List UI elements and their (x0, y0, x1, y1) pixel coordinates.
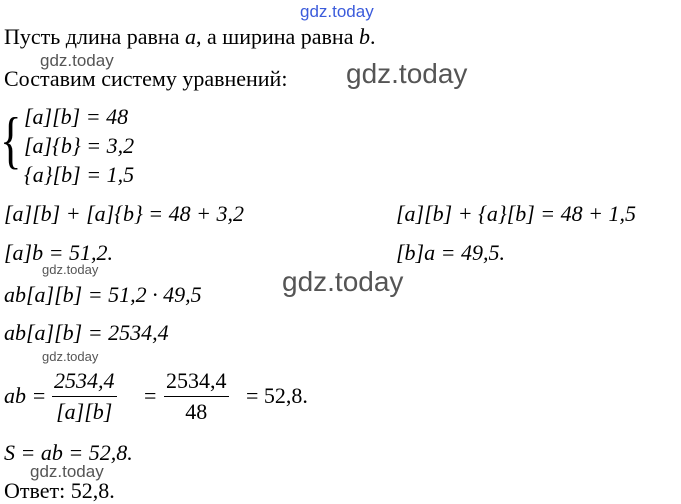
ab-prefix: ab = (4, 383, 47, 408)
fraction-2-numerator: 2534,4 (166, 368, 227, 393)
watermark-small-2: gdz.today (42, 262, 99, 277)
intro-text-2: , а ширина равна (195, 24, 359, 49)
intro-text-1: Пусть длина равна (4, 24, 185, 49)
compose-text: Составим систему уравнений: (4, 66, 288, 91)
fraction-2-bar (164, 396, 229, 397)
system-eq-2: [a]{b} = 3,2 (24, 133, 135, 158)
intro-text-3: . (369, 24, 376, 49)
watermark-small-4: gdz.today (30, 462, 104, 481)
watermark-top: gdz.today (300, 2, 374, 21)
variable-b: b (358, 24, 370, 49)
fraction-2-denominator: 48 (185, 399, 208, 424)
watermark-large-1: gdz.today (346, 58, 468, 89)
area-line: S = ab = 52,8. (4, 440, 133, 465)
answer-line: Ответ: 52,8. (4, 478, 115, 503)
watermark-large-2: gdz.today (282, 266, 404, 297)
left-sum: [a][b] + [a]{b} = 48 + 3,2 (4, 201, 245, 226)
fraction-1-denominator: [a][b] (56, 399, 113, 424)
product-result: ab[a][b] = 2534,4 (4, 320, 169, 345)
watermark-small-1: gdz.today (40, 51, 114, 70)
right-sum: [a][b] + {a}[b] = 48 + 1,5 (396, 201, 637, 226)
fraction-1 (52, 368, 117, 425)
product-line: ab[a][b] = 51,2 · 49,5 (4, 282, 202, 307)
fraction-1-bar (52, 396, 117, 397)
ab-result: = 52,8. (246, 383, 308, 408)
system-brace: { (0, 104, 22, 175)
intro-line (4, 24, 375, 50)
right-result: [b]a = 49,5. (396, 240, 505, 265)
system-eq-1: [a][b] = 48 (24, 104, 129, 129)
variable-a: a (184, 24, 196, 49)
fraction-2 (164, 368, 229, 425)
system-eq-3: {a}[b] = 1,5 (24, 162, 135, 187)
fraction-1-numerator: 2534,4 (54, 368, 115, 393)
watermark-small-3: gdz.today (42, 349, 99, 364)
left-result: [a]b = 51,2. (4, 240, 113, 265)
equals-sign: = (144, 383, 157, 408)
compose-line (4, 66, 287, 92)
